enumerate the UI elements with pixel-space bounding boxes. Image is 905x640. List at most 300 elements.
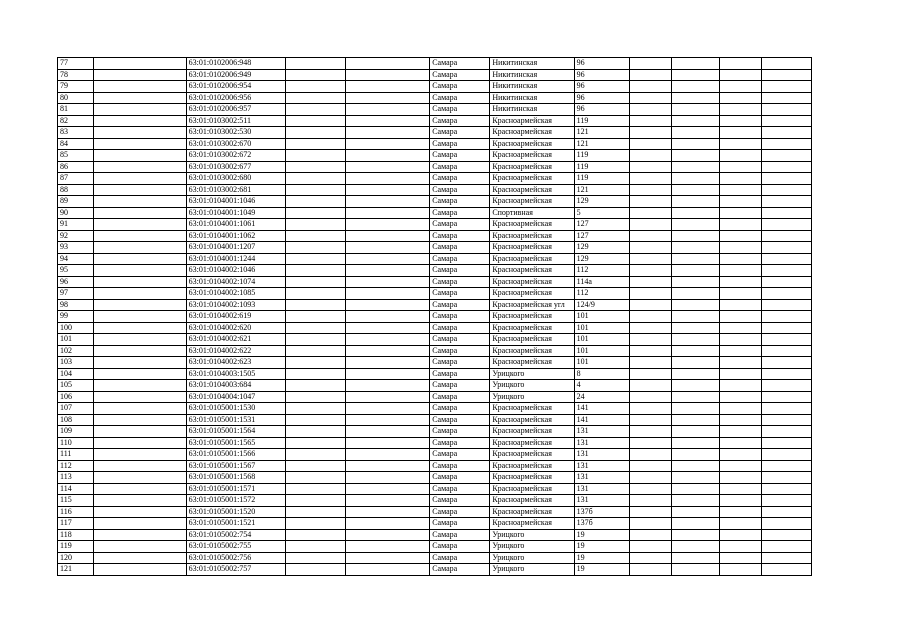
row-number-cell: 90 bbox=[58, 207, 94, 219]
empty-cell bbox=[762, 92, 812, 104]
empty-cell bbox=[345, 196, 429, 208]
empty-cell bbox=[629, 460, 671, 472]
house-cell: 8 bbox=[574, 368, 629, 380]
empty-cell bbox=[720, 299, 762, 311]
empty-cell bbox=[720, 161, 762, 173]
empty-cell bbox=[345, 403, 429, 415]
empty-cell bbox=[285, 242, 345, 254]
row-number-cell: 110 bbox=[58, 437, 94, 449]
empty-cell bbox=[762, 115, 812, 127]
empty-cell bbox=[285, 483, 345, 495]
house-cell: 119 bbox=[574, 161, 629, 173]
empty-cell bbox=[629, 184, 671, 196]
cadastral-number-cell: 63:01:0105001:1520 bbox=[186, 506, 285, 518]
table-row bbox=[58, 564, 812, 576]
table-row bbox=[58, 242, 812, 254]
table-row bbox=[58, 334, 812, 346]
street-cell: Красноармейская bbox=[490, 334, 574, 346]
city-cell: Самара bbox=[430, 391, 490, 403]
empty-cell bbox=[93, 253, 186, 265]
empty-cell bbox=[762, 288, 812, 300]
empty-cell bbox=[671, 541, 720, 553]
table-row bbox=[58, 219, 812, 231]
cadastral-number-cell: 63:01:0104002:623 bbox=[186, 357, 285, 369]
row-number-cell: 108 bbox=[58, 414, 94, 426]
table-row bbox=[58, 495, 812, 507]
empty-cell bbox=[762, 81, 812, 93]
empty-cell bbox=[285, 564, 345, 576]
empty-cell bbox=[93, 219, 186, 231]
empty-cell bbox=[720, 322, 762, 334]
empty-cell bbox=[762, 276, 812, 288]
empty-cell bbox=[285, 345, 345, 357]
street-cell: Красноармейская bbox=[490, 414, 574, 426]
city-cell: Самара bbox=[430, 437, 490, 449]
empty-cell bbox=[93, 207, 186, 219]
empty-cell bbox=[720, 380, 762, 392]
street-cell: Красноармейская bbox=[490, 460, 574, 472]
cadastral-number-cell: 63:01:0104001:1046 bbox=[186, 196, 285, 208]
empty-cell bbox=[720, 207, 762, 219]
empty-cell bbox=[629, 92, 671, 104]
empty-cell bbox=[671, 391, 720, 403]
empty-cell bbox=[671, 529, 720, 541]
table-row bbox=[58, 403, 812, 415]
empty-cell bbox=[762, 529, 812, 541]
empty-cell bbox=[762, 58, 812, 70]
empty-cell bbox=[720, 357, 762, 369]
empty-cell bbox=[629, 138, 671, 150]
table-row bbox=[58, 426, 812, 438]
cadastral-number-cell: 63:01:0105002:756 bbox=[186, 552, 285, 564]
house-cell: 121 bbox=[574, 127, 629, 139]
empty-cell bbox=[671, 207, 720, 219]
empty-cell bbox=[93, 495, 186, 507]
empty-cell bbox=[720, 529, 762, 541]
house-cell: 131 bbox=[574, 483, 629, 495]
empty-cell bbox=[285, 276, 345, 288]
empty-cell bbox=[720, 564, 762, 576]
row-number-cell: 85 bbox=[58, 150, 94, 162]
empty-cell bbox=[345, 207, 429, 219]
empty-cell bbox=[720, 276, 762, 288]
empty-cell bbox=[285, 173, 345, 185]
street-cell: Урицкого bbox=[490, 380, 574, 392]
empty-cell bbox=[345, 299, 429, 311]
house-cell: 119 bbox=[574, 115, 629, 127]
house-cell: 129 bbox=[574, 196, 629, 208]
city-cell: Самара bbox=[430, 311, 490, 323]
empty-cell bbox=[629, 322, 671, 334]
empty-cell bbox=[93, 564, 186, 576]
empty-cell bbox=[671, 345, 720, 357]
empty-cell bbox=[285, 150, 345, 162]
empty-cell bbox=[720, 449, 762, 461]
empty-cell bbox=[762, 127, 812, 139]
city-cell: Самара bbox=[430, 230, 490, 242]
empty-cell bbox=[762, 483, 812, 495]
city-cell: Самара bbox=[430, 552, 490, 564]
row-number-cell: 80 bbox=[58, 92, 94, 104]
cadastral-number-cell: 63:01:0105001:1568 bbox=[186, 472, 285, 484]
empty-cell bbox=[762, 552, 812, 564]
cadastral-number-cell: 63:01:0102006:949 bbox=[186, 69, 285, 81]
empty-cell bbox=[629, 161, 671, 173]
city-cell: Самара bbox=[430, 184, 490, 196]
empty-cell bbox=[345, 564, 429, 576]
street-cell: Красноармейская bbox=[490, 449, 574, 461]
cadastral-number-cell: 63:01:0105001:1571 bbox=[186, 483, 285, 495]
empty-cell bbox=[629, 253, 671, 265]
empty-cell bbox=[762, 426, 812, 438]
empty-cell bbox=[762, 196, 812, 208]
row-number-cell: 102 bbox=[58, 345, 94, 357]
row-number-cell: 107 bbox=[58, 403, 94, 415]
empty-cell bbox=[345, 161, 429, 173]
street-cell: Красноармейская bbox=[490, 184, 574, 196]
row-number-cell: 78 bbox=[58, 69, 94, 81]
empty-cell bbox=[720, 311, 762, 323]
empty-cell bbox=[762, 161, 812, 173]
empty-cell bbox=[762, 242, 812, 254]
house-cell: 24 bbox=[574, 391, 629, 403]
empty-cell bbox=[345, 173, 429, 185]
empty-cell bbox=[345, 92, 429, 104]
empty-cell bbox=[762, 380, 812, 392]
empty-cell bbox=[720, 265, 762, 277]
city-cell: Самара bbox=[430, 322, 490, 334]
table-row bbox=[58, 506, 812, 518]
empty-cell bbox=[285, 253, 345, 265]
empty-cell bbox=[285, 437, 345, 449]
cadastral-number-cell: 63:01:0105001:1566 bbox=[186, 449, 285, 461]
street-cell: Красноармейская bbox=[490, 357, 574, 369]
empty-cell bbox=[762, 506, 812, 518]
table-row bbox=[58, 276, 812, 288]
empty-cell bbox=[345, 518, 429, 530]
row-number-cell: 79 bbox=[58, 81, 94, 93]
city-cell: Самара bbox=[430, 357, 490, 369]
table-row bbox=[58, 58, 812, 70]
empty-cell bbox=[762, 322, 812, 334]
empty-cell bbox=[285, 368, 345, 380]
empty-cell bbox=[345, 311, 429, 323]
street-cell: Красноармейская bbox=[490, 506, 574, 518]
row-number-cell: 89 bbox=[58, 196, 94, 208]
street-cell: Красноармейская bbox=[490, 437, 574, 449]
city-cell: Самара bbox=[430, 506, 490, 518]
cadastral-number-cell: 63:01:0102006:957 bbox=[186, 104, 285, 116]
empty-cell bbox=[671, 322, 720, 334]
cadastral-number-cell: 63:01:0105001:1572 bbox=[186, 495, 285, 507]
empty-cell bbox=[762, 345, 812, 357]
table-row bbox=[58, 184, 812, 196]
empty-cell bbox=[671, 380, 720, 392]
empty-cell bbox=[285, 207, 345, 219]
empty-cell bbox=[93, 150, 186, 162]
empty-cell bbox=[762, 104, 812, 116]
empty-cell bbox=[629, 345, 671, 357]
empty-cell bbox=[345, 460, 429, 472]
empty-cell bbox=[629, 127, 671, 139]
empty-cell bbox=[720, 368, 762, 380]
empty-cell bbox=[285, 472, 345, 484]
house-cell: 129 bbox=[574, 242, 629, 254]
city-cell: Самара bbox=[430, 334, 490, 346]
empty-cell bbox=[671, 184, 720, 196]
cadastral-number-cell: 63:01:0104001:1062 bbox=[186, 230, 285, 242]
cadastral-number-cell: 63:01:0104001:1207 bbox=[186, 242, 285, 254]
street-cell: Спортивная bbox=[490, 207, 574, 219]
cadastral-number-cell: 63:01:0103002:680 bbox=[186, 173, 285, 185]
empty-cell bbox=[93, 92, 186, 104]
city-cell: Самара bbox=[430, 403, 490, 415]
empty-cell bbox=[629, 495, 671, 507]
empty-cell bbox=[629, 541, 671, 553]
empty-cell bbox=[762, 495, 812, 507]
empty-cell bbox=[345, 81, 429, 93]
empty-cell bbox=[629, 196, 671, 208]
empty-cell bbox=[93, 242, 186, 254]
empty-cell bbox=[345, 334, 429, 346]
empty-cell bbox=[629, 391, 671, 403]
table-row bbox=[58, 207, 812, 219]
empty-cell bbox=[93, 230, 186, 242]
empty-cell bbox=[629, 334, 671, 346]
table-row bbox=[58, 460, 812, 472]
empty-cell bbox=[345, 115, 429, 127]
street-cell: Красноармейская bbox=[490, 276, 574, 288]
house-cell: 119 bbox=[574, 150, 629, 162]
city-cell: Самара bbox=[430, 81, 490, 93]
table-row bbox=[58, 265, 812, 277]
empty-cell bbox=[93, 299, 186, 311]
street-cell: Красноармейская bbox=[490, 495, 574, 507]
empty-cell bbox=[629, 219, 671, 231]
empty-cell bbox=[671, 104, 720, 116]
table-row bbox=[58, 518, 812, 530]
cadastral-number-cell: 63:01:0104002:1085 bbox=[186, 288, 285, 300]
empty-cell bbox=[671, 368, 720, 380]
empty-cell bbox=[629, 173, 671, 185]
row-number-cell: 119 bbox=[58, 541, 94, 553]
empty-cell bbox=[629, 115, 671, 127]
empty-cell bbox=[629, 414, 671, 426]
empty-cell bbox=[345, 58, 429, 70]
empty-cell bbox=[93, 483, 186, 495]
empty-cell bbox=[671, 472, 720, 484]
house-cell: 96 bbox=[574, 69, 629, 81]
empty-cell bbox=[93, 173, 186, 185]
empty-cell bbox=[285, 460, 345, 472]
empty-cell bbox=[345, 265, 429, 277]
street-cell: Красноармейская bbox=[490, 230, 574, 242]
empty-cell bbox=[345, 138, 429, 150]
house-cell: 19 bbox=[574, 529, 629, 541]
empty-cell bbox=[629, 357, 671, 369]
empty-cell bbox=[762, 472, 812, 484]
row-number-cell: 103 bbox=[58, 357, 94, 369]
row-number-cell: 81 bbox=[58, 104, 94, 116]
empty-cell bbox=[720, 242, 762, 254]
city-cell: Самара bbox=[430, 426, 490, 438]
empty-cell bbox=[93, 391, 186, 403]
street-cell: Красноармейская bbox=[490, 403, 574, 415]
street-cell: Красноармейская bbox=[490, 115, 574, 127]
empty-cell bbox=[720, 518, 762, 530]
empty-cell bbox=[671, 161, 720, 173]
empty-cell bbox=[93, 161, 186, 173]
empty-cell bbox=[720, 403, 762, 415]
house-cell: 101 bbox=[574, 345, 629, 357]
cadastral-number-cell: 63:01:0103002:530 bbox=[186, 127, 285, 139]
cadastral-number-cell: 63:01:0104001:1244 bbox=[186, 253, 285, 265]
row-number-cell: 97 bbox=[58, 288, 94, 300]
empty-cell bbox=[629, 403, 671, 415]
row-number-cell: 92 bbox=[58, 230, 94, 242]
empty-cell bbox=[629, 380, 671, 392]
table-row bbox=[58, 437, 812, 449]
empty-cell bbox=[93, 138, 186, 150]
empty-cell bbox=[671, 253, 720, 265]
street-cell: Никитинская bbox=[490, 58, 574, 70]
table-row bbox=[58, 322, 812, 334]
empty-cell bbox=[345, 242, 429, 254]
empty-cell bbox=[720, 288, 762, 300]
row-number-cell: 118 bbox=[58, 529, 94, 541]
house-cell: 5 bbox=[574, 207, 629, 219]
empty-cell bbox=[345, 449, 429, 461]
row-number-cell: 120 bbox=[58, 552, 94, 564]
empty-cell bbox=[720, 150, 762, 162]
table-row bbox=[58, 483, 812, 495]
empty-cell bbox=[720, 230, 762, 242]
cadastral-number-cell: 63:01:0105001:1564 bbox=[186, 426, 285, 438]
row-number-cell: 101 bbox=[58, 334, 94, 346]
empty-cell bbox=[720, 219, 762, 231]
empty-cell bbox=[285, 495, 345, 507]
street-cell: Красноармейская bbox=[490, 219, 574, 231]
cadastral-number-cell: 63:01:0104002:622 bbox=[186, 345, 285, 357]
house-cell: 96 bbox=[574, 92, 629, 104]
row-number-cell: 114 bbox=[58, 483, 94, 495]
empty-cell bbox=[762, 69, 812, 81]
empty-cell bbox=[285, 115, 345, 127]
empty-cell bbox=[93, 449, 186, 461]
city-cell: Самара bbox=[430, 380, 490, 392]
empty-cell bbox=[285, 138, 345, 150]
city-cell: Самара bbox=[430, 299, 490, 311]
city-cell: Самара bbox=[430, 69, 490, 81]
street-cell: Красноармейская bbox=[490, 483, 574, 495]
city-cell: Самара bbox=[430, 276, 490, 288]
table-row bbox=[58, 288, 812, 300]
empty-cell bbox=[629, 150, 671, 162]
empty-cell bbox=[629, 311, 671, 323]
empty-cell bbox=[93, 265, 186, 277]
empty-cell bbox=[671, 242, 720, 254]
empty-cell bbox=[762, 253, 812, 265]
table-row bbox=[58, 391, 812, 403]
empty-cell bbox=[345, 368, 429, 380]
city-cell: Самара bbox=[430, 173, 490, 185]
cadastral-number-cell: 63:01:0105002:755 bbox=[186, 541, 285, 553]
empty-cell bbox=[285, 311, 345, 323]
street-cell: Урицкого bbox=[490, 564, 574, 576]
empty-cell bbox=[762, 564, 812, 576]
street-cell: Урицкого bbox=[490, 552, 574, 564]
empty-cell bbox=[93, 380, 186, 392]
empty-cell bbox=[629, 288, 671, 300]
table-row bbox=[58, 541, 812, 553]
empty-cell bbox=[345, 437, 429, 449]
empty-cell bbox=[720, 81, 762, 93]
empty-cell bbox=[285, 449, 345, 461]
empty-cell bbox=[671, 403, 720, 415]
empty-cell bbox=[285, 184, 345, 196]
empty-cell bbox=[720, 69, 762, 81]
street-cell: Красноармейская bbox=[490, 426, 574, 438]
house-cell: 131 bbox=[574, 472, 629, 484]
table-row bbox=[58, 104, 812, 116]
table-row bbox=[58, 345, 812, 357]
empty-cell bbox=[93, 104, 186, 116]
empty-cell bbox=[285, 529, 345, 541]
table-row bbox=[58, 414, 812, 426]
empty-cell bbox=[720, 138, 762, 150]
house-cell: 129 bbox=[574, 253, 629, 265]
empty-cell bbox=[629, 518, 671, 530]
city-cell: Самара bbox=[430, 253, 490, 265]
empty-cell bbox=[93, 322, 186, 334]
house-cell: 127 bbox=[574, 230, 629, 242]
empty-cell bbox=[345, 219, 429, 231]
city-cell: Самара bbox=[430, 58, 490, 70]
house-cell: 137б bbox=[574, 518, 629, 530]
empty-cell bbox=[762, 460, 812, 472]
empty-cell bbox=[345, 529, 429, 541]
empty-cell bbox=[345, 495, 429, 507]
empty-cell bbox=[93, 368, 186, 380]
empty-cell bbox=[720, 127, 762, 139]
street-cell: Урицкого bbox=[490, 529, 574, 541]
empty-cell bbox=[762, 334, 812, 346]
empty-cell bbox=[93, 127, 186, 139]
house-cell: 131 bbox=[574, 426, 629, 438]
house-cell: 119 bbox=[574, 173, 629, 185]
city-cell: Самара bbox=[430, 138, 490, 150]
empty-cell bbox=[93, 334, 186, 346]
city-cell: Самара bbox=[430, 460, 490, 472]
table-row bbox=[58, 127, 812, 139]
empty-cell bbox=[285, 81, 345, 93]
empty-cell bbox=[285, 196, 345, 208]
city-cell: Самара bbox=[430, 541, 490, 553]
empty-cell bbox=[720, 115, 762, 127]
city-cell: Самара bbox=[430, 518, 490, 530]
empty-cell bbox=[720, 92, 762, 104]
empty-cell bbox=[345, 288, 429, 300]
empty-cell bbox=[93, 196, 186, 208]
empty-cell bbox=[629, 230, 671, 242]
street-cell: Красноармейская bbox=[490, 518, 574, 530]
empty-cell bbox=[720, 58, 762, 70]
empty-cell bbox=[285, 230, 345, 242]
empty-cell bbox=[345, 483, 429, 495]
table-row bbox=[58, 449, 812, 461]
empty-cell bbox=[285, 219, 345, 231]
empty-cell bbox=[762, 219, 812, 231]
